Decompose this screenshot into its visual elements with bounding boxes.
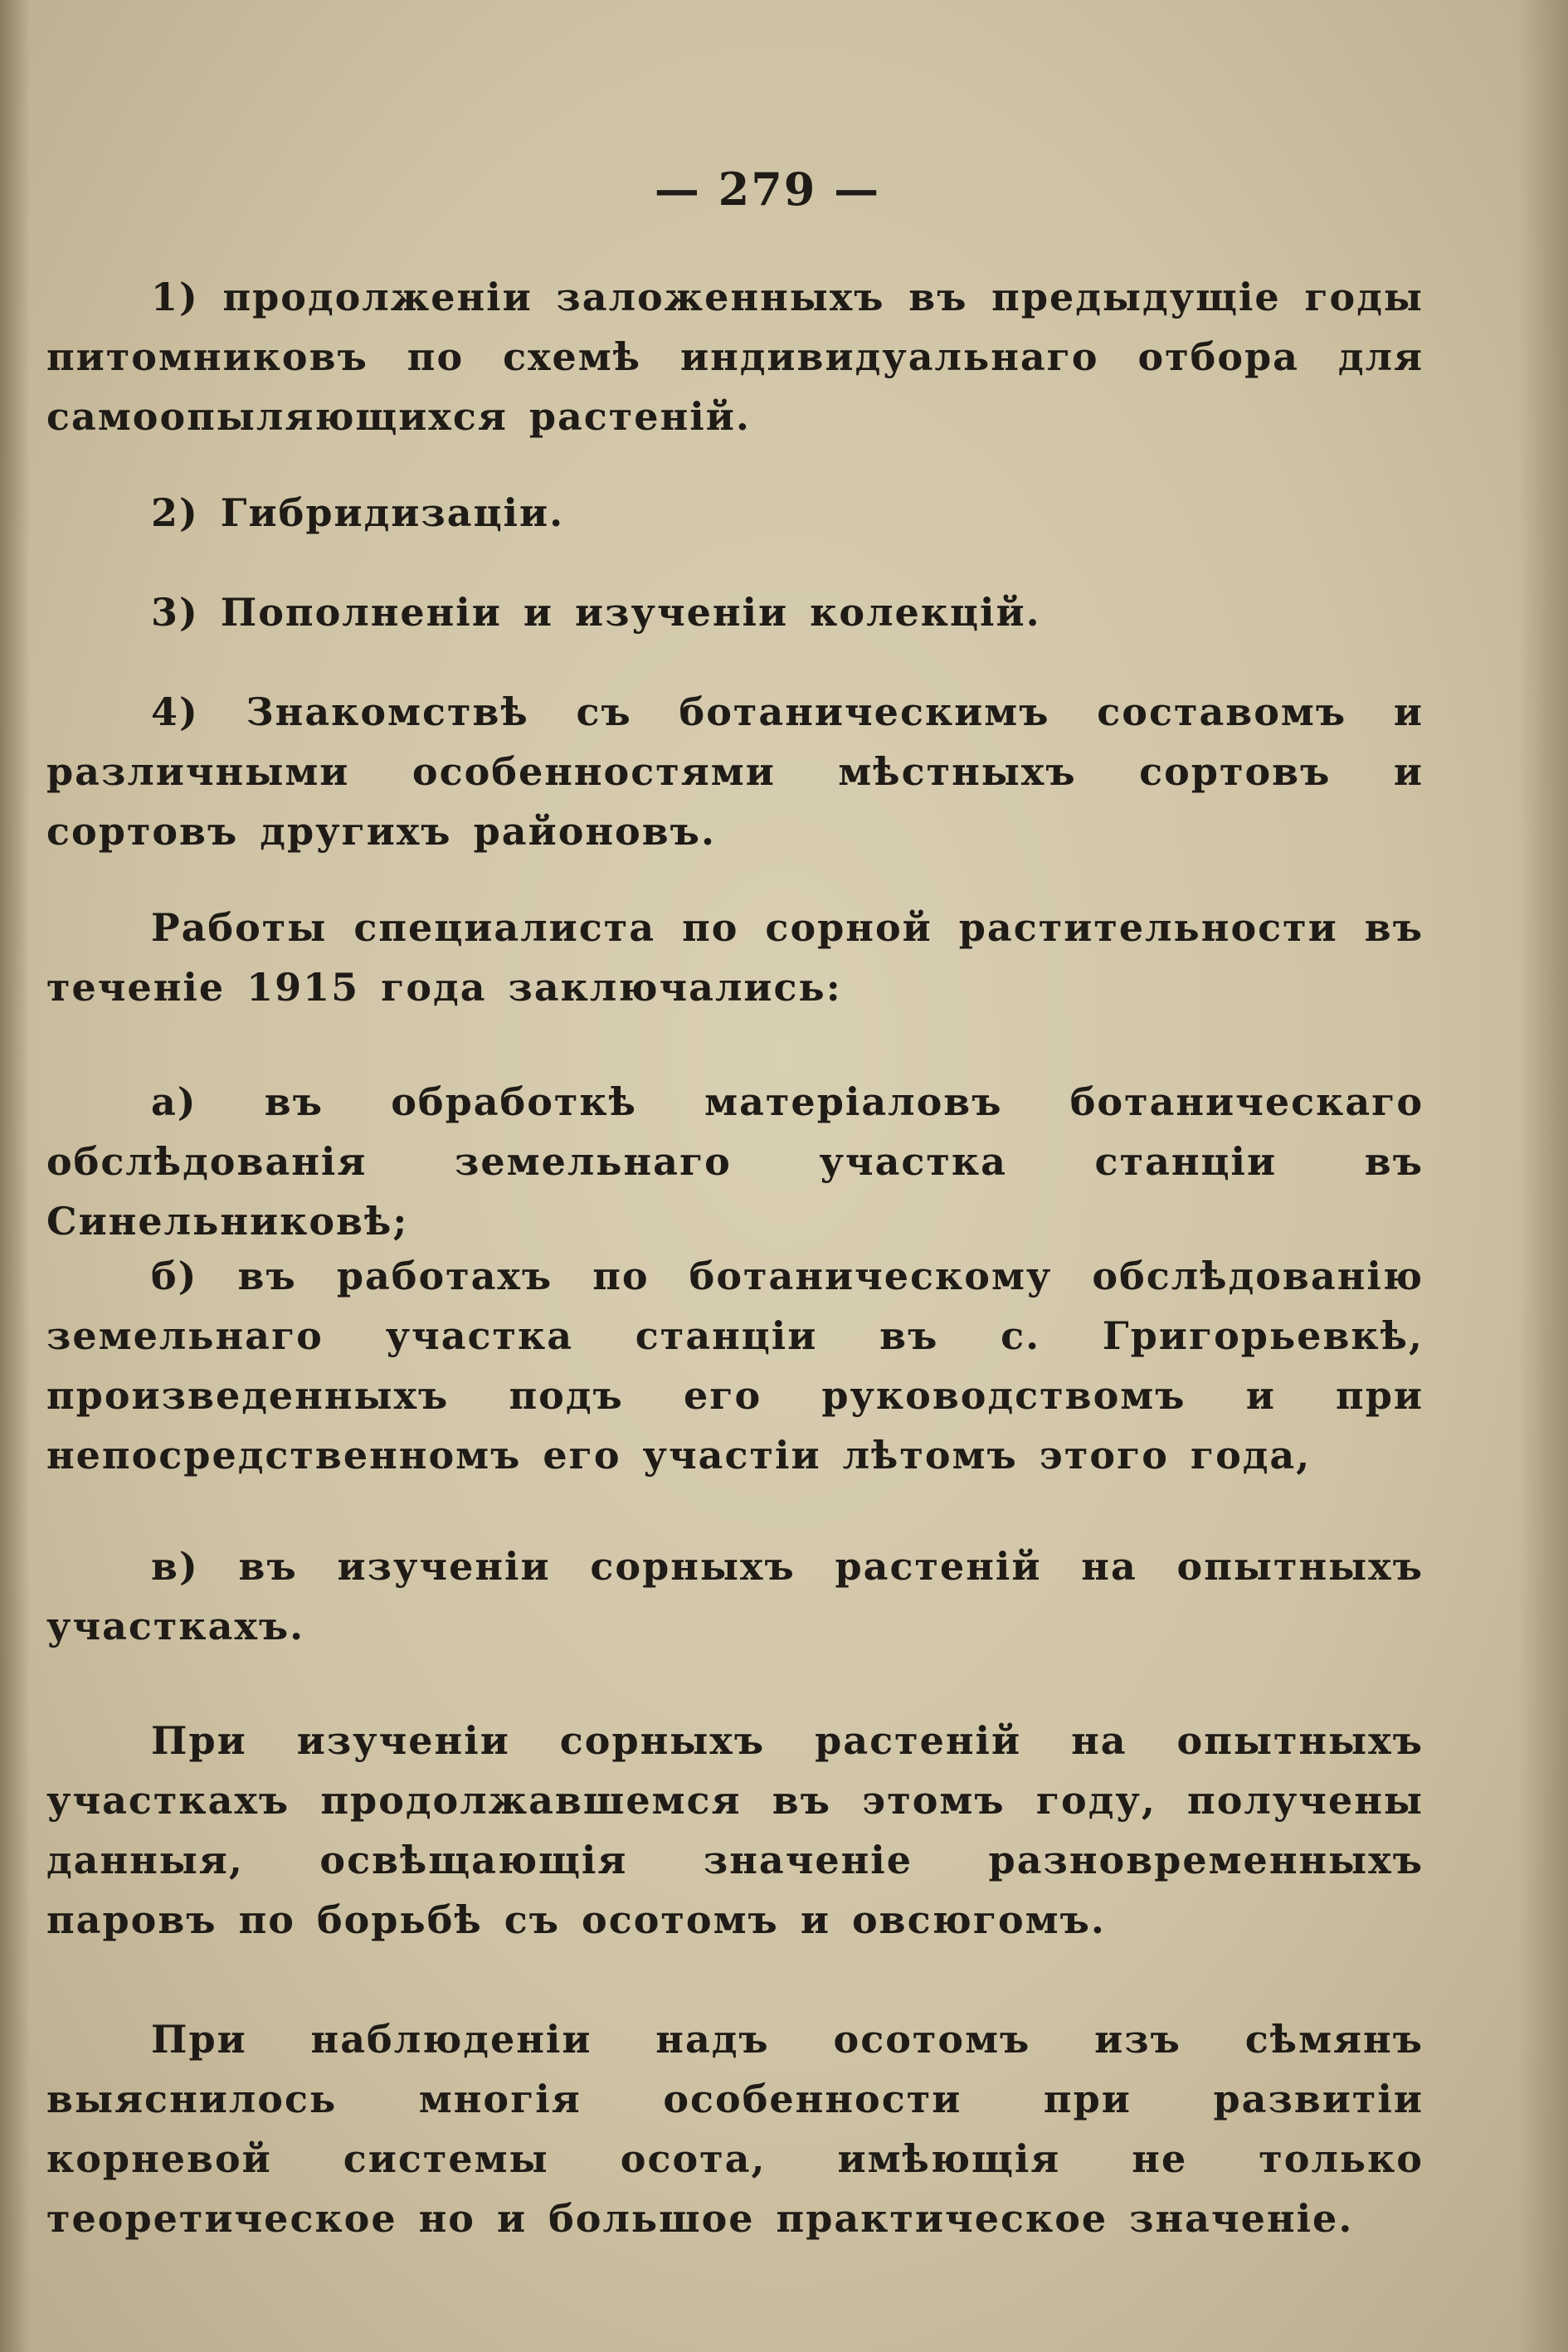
paragraph-7 bbox=[46, 1246, 1424, 1485]
paragraph-text: При изученiи сорныхъ растенiй на опытныхъ участкахъ продолжавшемся въ этомъ году, получены данныя, освѣщающiя значенiе разновременныхъ паровъ по борьбѣ съ осотомъ и овсюгомъ. bbox=[46, 1718, 1424, 1942]
paragraph-text: 3) Пополненiи и изученiи колекцiй. bbox=[151, 590, 1041, 635]
paragraph-text: 4) Знакомствѣ съ ботаническимъ составомъ и различными особенностями мѣстныхъ сортовъ и сортовъ другихъ районовъ. bbox=[46, 689, 1424, 854]
page-edge-shadow-right bbox=[1518, 0, 1568, 2352]
paragraph-8 bbox=[46, 1536, 1424, 1656]
paragraph-6 bbox=[46, 1072, 1424, 1251]
page-number: — 279 — bbox=[654, 163, 881, 216]
paragraph-9 bbox=[46, 1711, 1424, 1950]
paragraph-text: а) въ обработкѣ матерiаловъ ботаническаго обслѣдованiя земельнаго участка станцiи въ Синельниковѣ; bbox=[46, 1079, 1424, 1244]
page-edge-shadow-left bbox=[0, 0, 30, 2352]
paragraph-text: При наблюденiи надъ осотомъ изъ сѣмянъ выяснилось многiя особенности при развитiи корневой системы осота, имѣющiя не только теоретическое но и большое практическое значенiе. bbox=[46, 2017, 1424, 2241]
paragraph-text: б) въ работахъ по ботаническому обслѣдованiю земельнаго участка станцiи въ с. Григорьевкѣ, произведенныхъ подъ его руководствомъ и при непосредственномъ его участiи лѣтомъ этого года, bbox=[46, 1254, 1424, 1478]
paragraph-1 bbox=[46, 267, 1424, 446]
paragraph-2 bbox=[46, 483, 1424, 543]
paragraph-text: в) въ изученiи сорныхъ растенiй на опытныхъ участкахъ. bbox=[46, 1544, 1424, 1648]
paragraph-4 bbox=[46, 682, 1424, 861]
paragraph-5 bbox=[46, 898, 1424, 1017]
paragraph-10 bbox=[46, 2009, 1424, 2248]
paragraph-3 bbox=[46, 582, 1424, 642]
paragraph-text: Работы специалиста по сорной растительности въ теченiе 1915 года заключались: bbox=[46, 905, 1424, 1010]
paragraph-text: 1) продолженiи заложенныхъ въ предыдущiе годы питомниковъ по схемѣ индивидуальнаго отбора для самоопыляющихся растенiй. bbox=[46, 275, 1424, 439]
paragraph-text: 2) Гибридизацiи. bbox=[151, 490, 565, 535]
